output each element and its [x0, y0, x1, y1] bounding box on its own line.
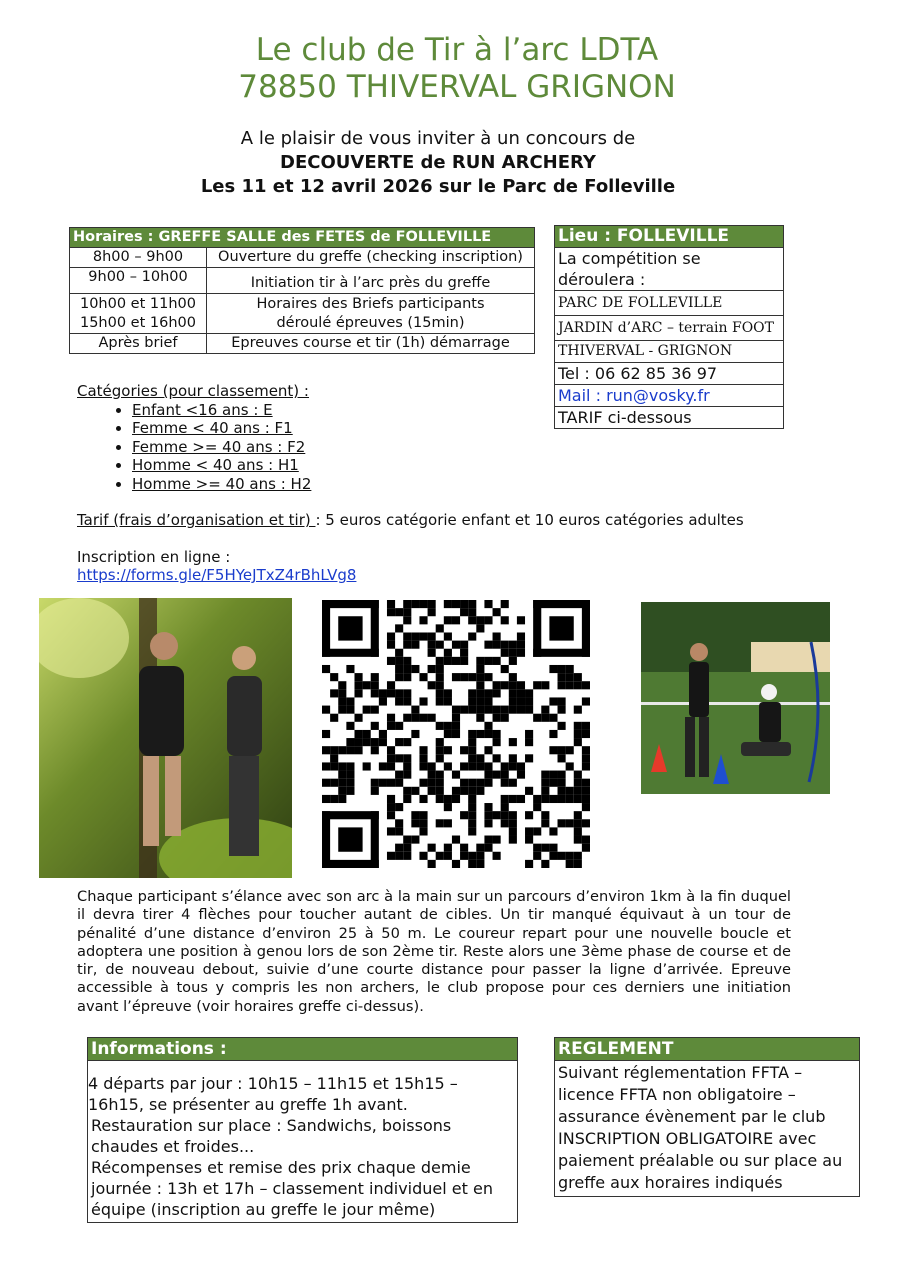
informations-body [88, 1061, 517, 1222]
schedule-table [69, 227, 535, 354]
location-intro: La compétition se déroulera : [555, 248, 783, 291]
schedule-desc: Initiation tir à l’arc près du greffe [207, 268, 535, 294]
club-address: 78850 THIVERVAL GRIGNON [238, 69, 676, 105]
category-item: • Femme < 40 ans : F1 [132, 419, 477, 438]
location-box [554, 225, 784, 429]
schedule-time: 8h00 – 9h00 [70, 248, 207, 268]
archers-photo [641, 602, 830, 794]
category-item: • Enfant <16 ans : E [132, 401, 477, 420]
info-awards: Récompenses et remise des prix chaque demie journée : 13h et 17h – classement individuel et en équipe (inscription au greffe le jour même) [91, 1158, 493, 1219]
inscription-label: Inscription en ligne : [77, 548, 231, 566]
location-phone: Tel : 06 62 85 36 97 [555, 363, 783, 385]
event-dates: Les 11 et 12 avril 2026 sur le Parc de Folleville [200, 176, 676, 197]
inscription-link[interactable]: https://forms.gle/F5HYeJTxZ4rBhLVg8 [77, 566, 357, 584]
categories-list [77, 401, 477, 494]
event-description: Chaque participant s’élance avec son arc à la main sur un parcours d’environ 1km à la fin duquel il devra tirer 4 flèches pour toucher autant de cibles. Un tir manqué équivaut à un tour de pénalité d’une distance d’environ 25 à 50 m. Le coureur repart pour une nouvelle boucle et adoptera une position à genou lors de son 2ème tir. Reste alors une 3ème phase de course et de tir, de nouveau debout, suivie d’une courte distance pour passer la ligne d’arrivée. Epreuve accessible à tous y compris les non archers, le club propose pour ces derniers une initiation avant l’épreuve (voir horaires greffe ci-dessus). [77, 888, 791, 1015]
categories-title: Catégories (pour classement) : [77, 382, 309, 400]
categories-section [77, 382, 477, 493]
schedule-desc: Horaires des Briefs participants déroulé épreuves (15min) [207, 294, 535, 334]
location-park: PARC DE FOLLEVILLE [555, 291, 783, 316]
schedule-desc: Epreuves course et tir (1h) démarrage [207, 334, 535, 354]
tarif-line [77, 511, 837, 530]
trail-runners-photo [39, 598, 292, 878]
reglement-text: Suivant réglementation FFTA – licence FFTA non obligatoire – assurance évènement par le club INSCRIPTION OBLIGATOIRE avec paiement préalable ou sur place au greffe aux horaires indiqués [558, 1063, 843, 1192]
invite-line: A le plaisir de vous inviter à un concours de [240, 128, 636, 149]
category-item: • Homme >= 40 ans : H2 [132, 475, 477, 494]
reglement-header: REGLEMENT [555, 1038, 859, 1061]
reglement-box [554, 1037, 860, 1197]
category-item: • Femme >= 40 ans : F2 [132, 438, 477, 457]
informations-header: Informations : [88, 1038, 517, 1061]
schedule-desc: Ouverture du greffe (checking inscription) [207, 248, 535, 268]
category-item: • Homme < 40 ans : H1 [132, 456, 477, 475]
location-tarif: TARIF ci-dessous [558, 408, 692, 427]
location-town: THIVERVAL - GRIGNON [555, 341, 783, 363]
tarif-text: : 5 euros catégorie enfant et 10 euros catégories adultes [315, 511, 744, 529]
info-departures: 4 départs par jour : 10h15 – 11h15 et 15h15 – 16h15, se présenter au greffe 1h avant. [88, 1074, 458, 1114]
location-header: Lieu : FOLLEVILLE [555, 226, 783, 248]
info-food: Restauration sur place : Sandwichs, boissons chaudes et froides... [91, 1116, 452, 1156]
schedule-time: Après brief [70, 334, 207, 354]
location-email[interactable]: Mail : run@vosky.fr [555, 385, 783, 407]
club-title: Le club de Tir à l’arc LDTA [255, 32, 659, 68]
location-garden: JARDIN d’ARC – terrain FOOT [555, 316, 783, 341]
qr-code[interactable] [322, 600, 590, 868]
informations-box [87, 1037, 518, 1223]
tarif-label: Tarif (frais d’organisation et tir) [77, 511, 316, 529]
event-name: DECOUVERTE de RUN ARCHERY [280, 152, 596, 173]
schedule-header: Horaires : GREFFE SALLE des FETES de FOLLEVILLE [70, 228, 535, 248]
schedule-time: 9h00 – 10h00 [70, 268, 207, 294]
schedule-time: 10h00 et 11h00 15h00 et 16h00 [70, 294, 207, 334]
